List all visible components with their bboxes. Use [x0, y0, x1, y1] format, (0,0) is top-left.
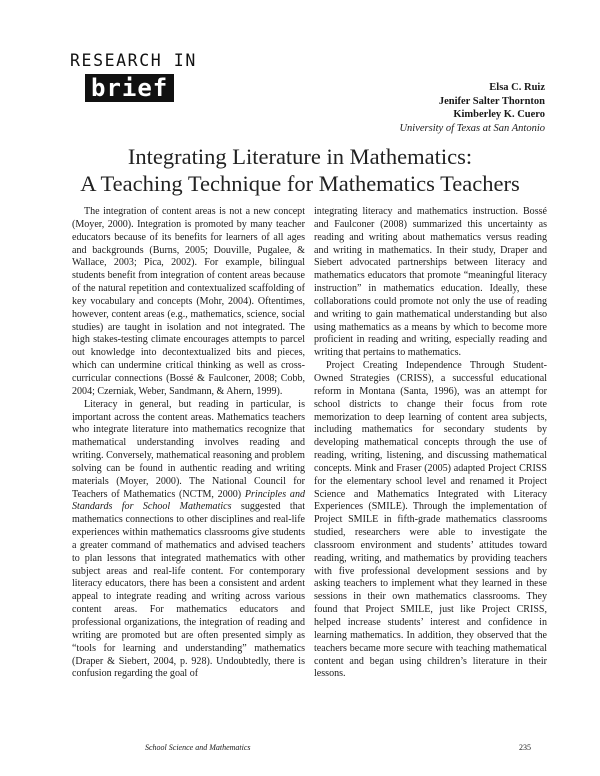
- author-name: Kimberley K. Cuero: [453, 109, 545, 120]
- author-name: Jenifer Salter Thornton: [438, 95, 545, 107]
- author-name: Elsa C. Ruiz: [489, 82, 545, 93]
- masthead-brief: brief: [85, 74, 174, 102]
- body-column-left: [72, 206, 305, 681]
- paragraph: [72, 399, 305, 682]
- masthead-research-in: RESEARCH IN: [70, 51, 197, 70]
- paragraph-text: Literacy in general, but reading in particular, is important across the content areas. Mathematics teachers who integrate literature into mathematics recognize that mathematical understanding involves reading and writing. Conversely, mathematical reasoning and problem solving can be found in authentic reading and writing materials (Moyer, 2000). The National Council for Teachers of Mathematics (NCTM, 2000): [72, 398, 305, 500]
- paragraph: The integration of content areas is not a new concept (Moyer, 2000). Integration is promoted by many teacher educators because of its benefits for learners of all ages and backgrounds (Burns, 2005; Douville, Pugalee, & Wallace, 2003; Pica, 2002). For example, bilingual students benefit from integration of content areas because of the natural repetition and contextualized scaffolding of key vocabulary and concepts (Mohr, 2004). Oftentimes, however, content areas (e.g., mathematics, science, social studies) are taught in isolation and not integrated. The high stakes-testing climate encourages attempts to parcel out knowledge into decontextualized bits and pieces, which can undermine critical thinking as well as cross-curricular connections (Bossé & Faulconer, 2008; Cobb, 2004; Czerniak, Weber, Sandmann, & Ahern, 1999).: [72, 206, 305, 397]
- paragraph: Project Creating Independence Through Student-Owned Strategies (CRISS), a successful educational reform in Montana (Santa, 1996), was an attempt for school districts to change their focus from rote memorization to deep learning of content area subjects, including mathematics for secondary students by developing mathematical concepts through the use of reading, writing, listening, and discussing mathematical concepts. Mink and Fraser (2005) adapted Project CRISS for the elementary school level and renamed it Project Science and Mathematics Integrated with Literacy Experiences (SMILE). Through the implementation of Project SMILE in fifth-grade mathematics classrooms studied, researchers were able to investigate the classroom environment and students’ attitudes toward reading, writing, and mathematics by providing teachers with five professional development sessions and by asking teachers to implement what they learned in these sessions in their own mathematics classrooms. They found that Project SMILE, just like Project CRISS, helped increase students’ interest and confidence in learning mathematics. In addition, they observed that the teachers became more secure with teaching mathematical content and began using children’s literature in their lessons.: [314, 360, 547, 680]
- footer-page-number: 235: [519, 743, 531, 752]
- paragraph: integrating literacy and mathematics instruction. Bossé and Faulconer (2008) summarized this uncertainty as reading and writing about mathematics versus reading and writing in mathematics. In their study, Draper and Siebert advocated partnerships between literacy and mathematics educators that promote “meaningful literacy instruction” in mathematics education. Ideally, these collaborations could promote not only the use of reading and writing to gain mathematical understanding but also using mathematics as a means by which to become more proficient in reading and writing, especially reading and writing that pertains to mathematics.: [314, 206, 547, 359]
- publication-title: Principles and Standards for School Mathematics: [72, 488, 305, 513]
- paragraph-text: suggested that mathematics connections to other disciplines and real-life experiences within mathematics classrooms give students a greater command of mathematics and advised teachers to plan lessons that integrated mathematics with other subject areas and real-life content. For contemporary literacy educators, there has been a consistent and ardent appeal to integrate reading and writing across various content areas. For mathematics educators and professional organizations, the integration of reading and writing are promoted but are often presented simply as “tools for learning and understanding” mathematics (Draper & Siebert, 2004, p. 928). Undoubtedly, there is confusion regarding the goal of: [72, 501, 305, 680]
- masthead-logo: [70, 51, 197, 102]
- author-affiliation: University of Texas at San Antonio: [399, 122, 545, 134]
- body-column-right: [314, 206, 547, 681]
- author-block: [399, 81, 545, 135]
- article-title: [0, 143, 600, 197]
- article-title-line-1: Integrating Literature in Mathematics:: [127, 144, 473, 169]
- article-title-line-2: A Teaching Technique for Mathematics Teachers: [80, 171, 520, 196]
- footer-journal-name: School Science and Mathematics: [145, 743, 251, 752]
